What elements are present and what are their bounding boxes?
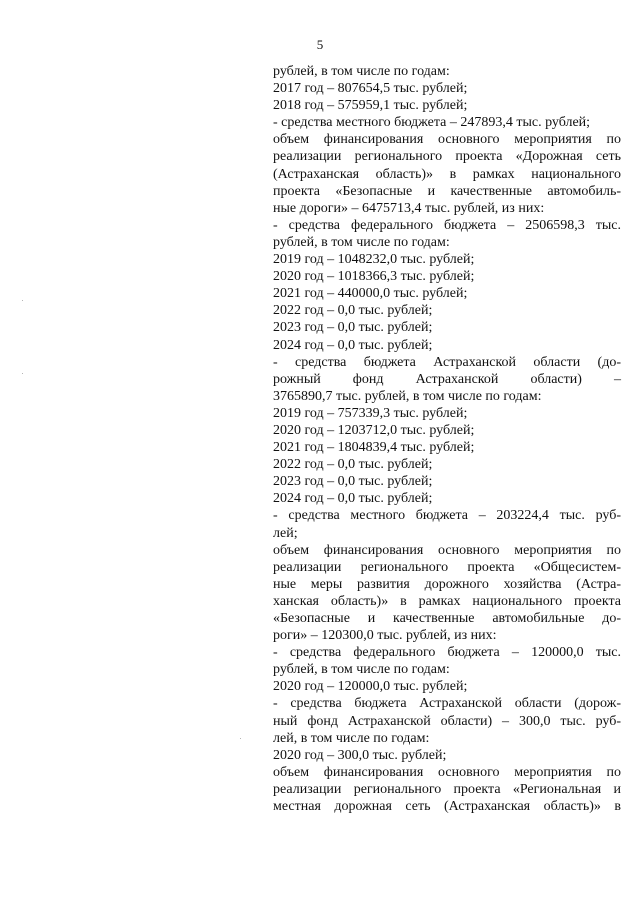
text-line: ный фонд Астраханской области) – 300,0 тыс. руб- — [273, 713, 621, 729]
text-line: (Астраханская область)» в рамках национального — [273, 166, 621, 182]
text-line: 2020 год – 1018366,3 тыс. рублей; — [273, 269, 475, 285]
text-line: 2022 год – 0,0 тыс. рублей; — [273, 303, 433, 319]
text-line: объем финансирования основного мероприятия по — [273, 764, 621, 780]
text-line: - средства федерального бюджета – 2506598,3 тыс. — [273, 217, 621, 233]
text-line: ханская область)» в рамках национального проекта — [273, 593, 621, 609]
text-line: 2018 год – 575959,1 тыс. рублей; — [273, 98, 468, 114]
scan-speck — [22, 300, 23, 301]
text-line: - средства местного бюджета – 247893,4 тыс. рублей; — [273, 115, 591, 131]
text-line: реализации регионального проекта «Дорожная сеть — [273, 149, 621, 165]
text-line: 2021 год – 440000,0 тыс. рублей; — [273, 286, 468, 302]
scan-speck — [240, 738, 241, 739]
text-line: 2021 год – 1804839,4 тыс. рублей; — [273, 440, 475, 456]
text-line: проекта «Безопасные и качественные автомобиль- — [273, 183, 621, 199]
text-line: 2020 год – 300,0 тыс. рублей; — [273, 747, 447, 763]
text-line: рожный фонд Астраханской области) – — [273, 371, 621, 387]
text-line: рублей, в том числе по годам: — [273, 662, 450, 678]
scan-speck — [22, 373, 23, 374]
text-line: «Безопасные и качественные автомобильные до- — [273, 611, 621, 626]
text-line: роги» – 120300,0 тыс. рублей, из них: — [273, 628, 497, 644]
text-line: местная дорожная сеть (Астраханская область)» в — [273, 799, 621, 815]
text-line: лей, в том числе по годам: — [273, 730, 430, 746]
text-line: рублей, в том числе по годам: — [273, 64, 450, 79]
text-line: 3765890,7 тыс. рублей, в том числе по годам: — [273, 388, 542, 404]
text-line: ные дороги» – 6475713,4 тыс. рублей, из них: — [273, 200, 545, 216]
page-number: 5 — [316, 37, 324, 52]
text-line: - средства бюджета Астраханской области (дорож- — [273, 696, 621, 712]
text-line: рублей, в том числе по годам: — [273, 234, 450, 250]
text-line: 2023 год – 0,0 тыс. рублей; — [273, 474, 433, 490]
text-line: - средства бюджета Астраханской области (до- — [273, 354, 621, 370]
text-line: 2017 год – 807654,5 тыс. рублей; — [273, 81, 468, 97]
text-line: 2020 год – 120000,0 тыс. рублей; — [273, 679, 468, 695]
text-line: 2022 год – 0,0 тыс. рублей; — [273, 457, 433, 473]
text-line: - средства федерального бюджета – 120000,0 тыс. — [273, 645, 621, 661]
text-line: - средства местного бюджета – 203224,4 тыс. руб- — [273, 508, 621, 524]
text-line: 2019 год – 757339,3 тыс. рублей; — [273, 405, 468, 421]
text-line: 2020 год – 1203712,0 тыс. рублей; — [273, 422, 475, 438]
text-line: объем финансирования основного мероприятия по — [273, 132, 621, 148]
text-line: объем финансирования основного мероприятия по — [273, 542, 621, 558]
text-line: 2019 год – 1048232,0 тыс. рублей; — [273, 252, 475, 268]
text-line: реализации регионального проекта «Региональная и — [273, 781, 621, 797]
text-line: 2023 год – 0,0 тыс. рублей; — [273, 320, 433, 336]
text-line: лей; — [273, 525, 298, 541]
text-line: 2024 год – 0,0 тыс. рублей; — [273, 337, 433, 353]
text-line: 2024 год – 0,0 тыс. рублей; — [273, 491, 433, 507]
text-line: реализации регионального проекта «Общесистем- — [273, 559, 621, 575]
document-body-text — [273, 63, 621, 815]
text-line: ные меры развития дорожного хозяйства (Астра- — [273, 576, 621, 592]
